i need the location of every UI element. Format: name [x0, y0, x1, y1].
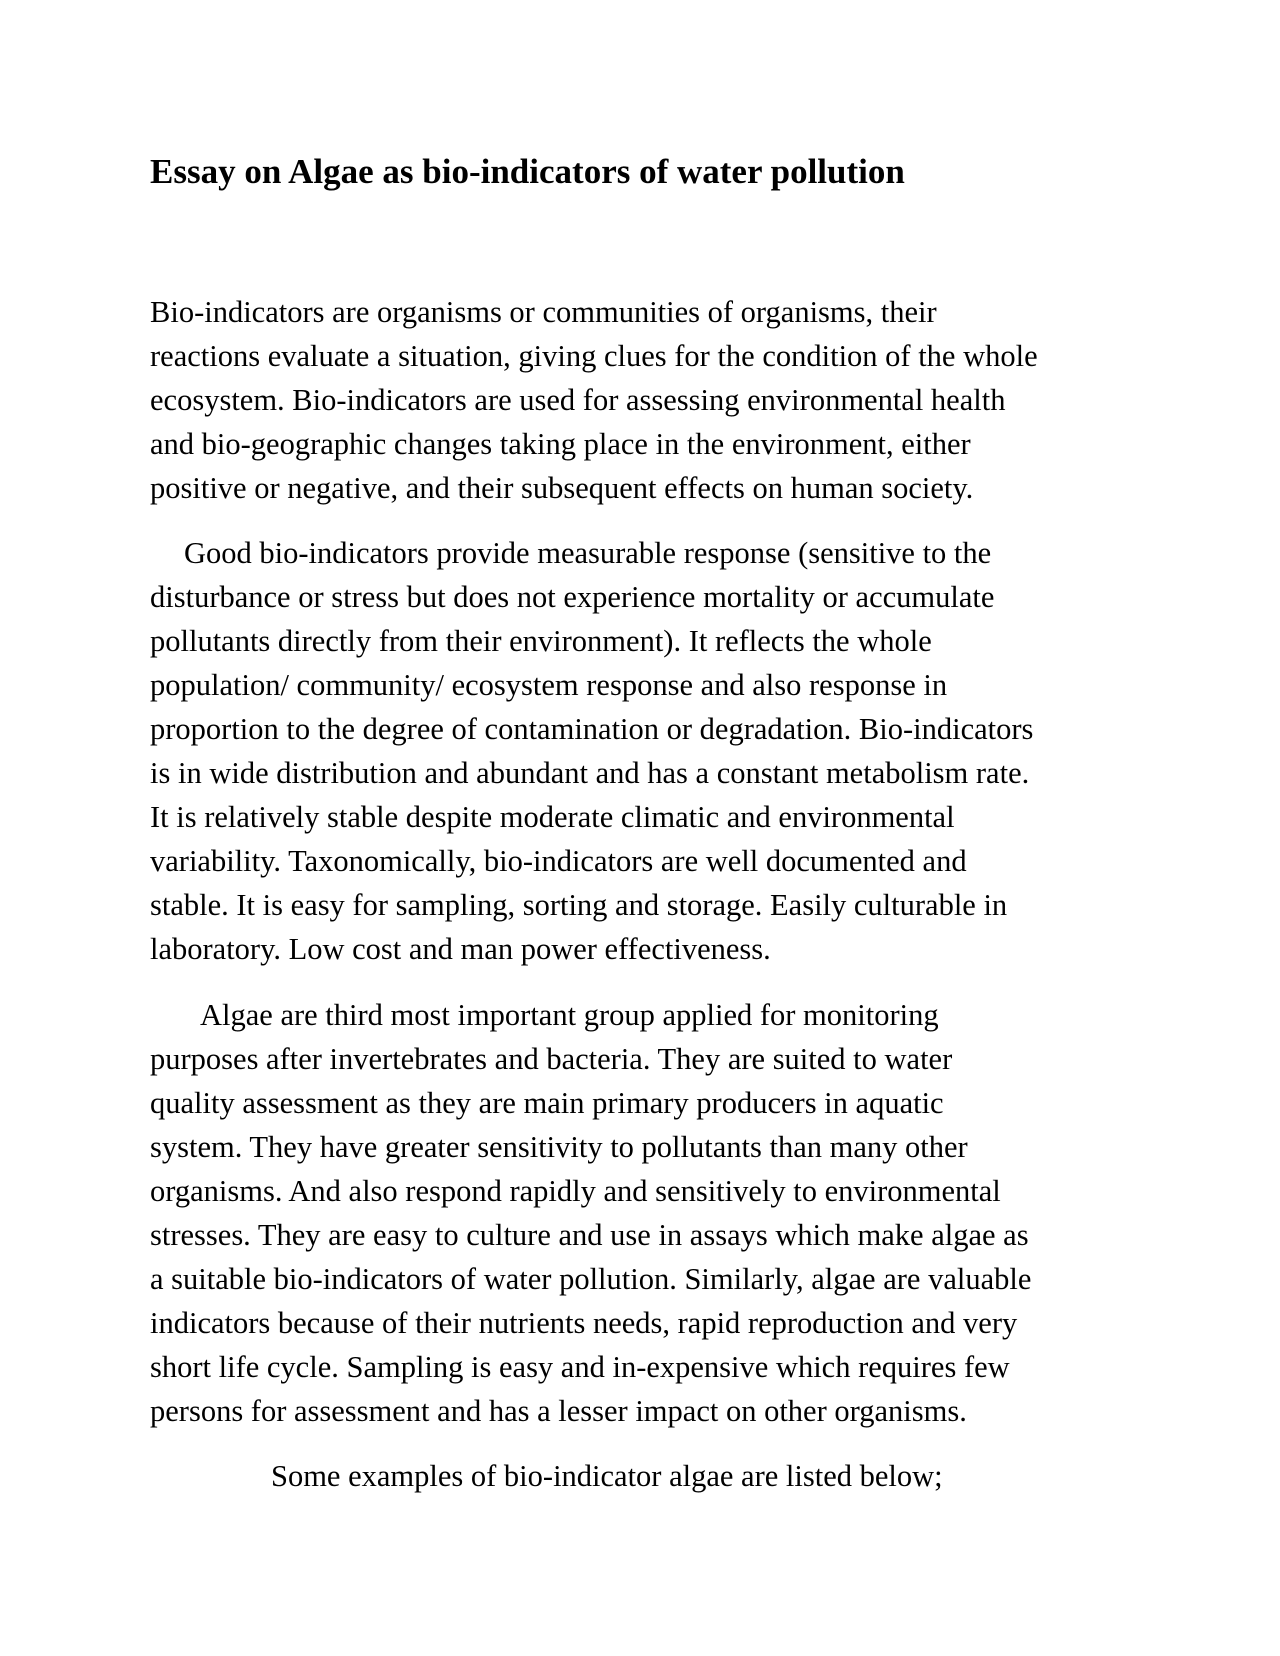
- document-title: Essay on Algae as bio-indicators of water pollution: [150, 152, 905, 191]
- text-line: ecosystem. Bio-indicators are used for assessing environmental health: [150, 383, 1006, 417]
- text-line: Bio-indicators are organisms or communities of organisms, their: [150, 295, 937, 329]
- text-line: Good bio-indicators provide measurable response (sensitive to the: [184, 536, 992, 570]
- text-line: Algae are third most important group applied for monitoring: [200, 998, 939, 1032]
- text-line: variability. Taxonomically, bio-indicators are well documented and: [150, 844, 967, 878]
- text-line: pollutants directly from their environment). It reflects the whole: [150, 624, 932, 658]
- paragraph-good-bio-indicators: [150, 531, 1150, 971]
- text-line: disturbance or stress but does not experience mortality or accumulate: [150, 580, 995, 614]
- text-line: organisms. And also respond rapidly and sensitively to environmental: [150, 1174, 1001, 1208]
- text-line: reactions evaluate a situation, giving clues for the condition of the whole: [150, 339, 1038, 373]
- text-line: system. They have greater sensitivity to pollutants than many other: [150, 1130, 968, 1164]
- text-line: and bio-geographic changes taking place in the environment, either: [150, 427, 971, 461]
- text-line: indicators because of their nutrients needs, rapid reproduction and very: [150, 1306, 1018, 1340]
- text-line: short life cycle. Sampling is easy and in-expensive which requires few: [150, 1350, 1010, 1384]
- text-line: proportion to the degree of contamination or degradation. Bio-indicators: [150, 712, 1034, 746]
- text-line: positive or negative, and their subsequent effects on human society.: [150, 471, 974, 505]
- text-line: a suitable bio-indicators of water pollution. Similarly, algae are valuable: [150, 1262, 1032, 1296]
- paragraph-examples-intro: [150, 1454, 1150, 1498]
- text-line: population/ community/ ecosystem response and also response in: [150, 668, 948, 702]
- paragraph-bio-indicators-definition: [150, 290, 1150, 510]
- text-line: stable. It is easy for sampling, sorting and storage. Easily culturable in: [150, 888, 1008, 922]
- text-line: stresses. They are easy to culture and use in assays which make algae as: [150, 1218, 1029, 1252]
- text-line: It is relatively stable despite moderate climatic and environmental: [150, 800, 955, 834]
- text-line: quality assessment as they are main primary producers in aquatic: [150, 1086, 944, 1120]
- text-line: Some examples of bio-indicator algae are listed below;: [271, 1459, 943, 1493]
- text-line: purposes after invertebrates and bacteria. They are suited to water: [150, 1042, 953, 1076]
- text-line: is in wide distribution and abundant and has a constant metabolism rate.: [150, 756, 1030, 790]
- text-line: persons for assessment and has a lesser impact on other organisms.: [150, 1394, 967, 1428]
- paragraph-algae-monitoring: [150, 993, 1150, 1433]
- text-line: laboratory. Low cost and man power effectiveness.: [150, 932, 771, 966]
